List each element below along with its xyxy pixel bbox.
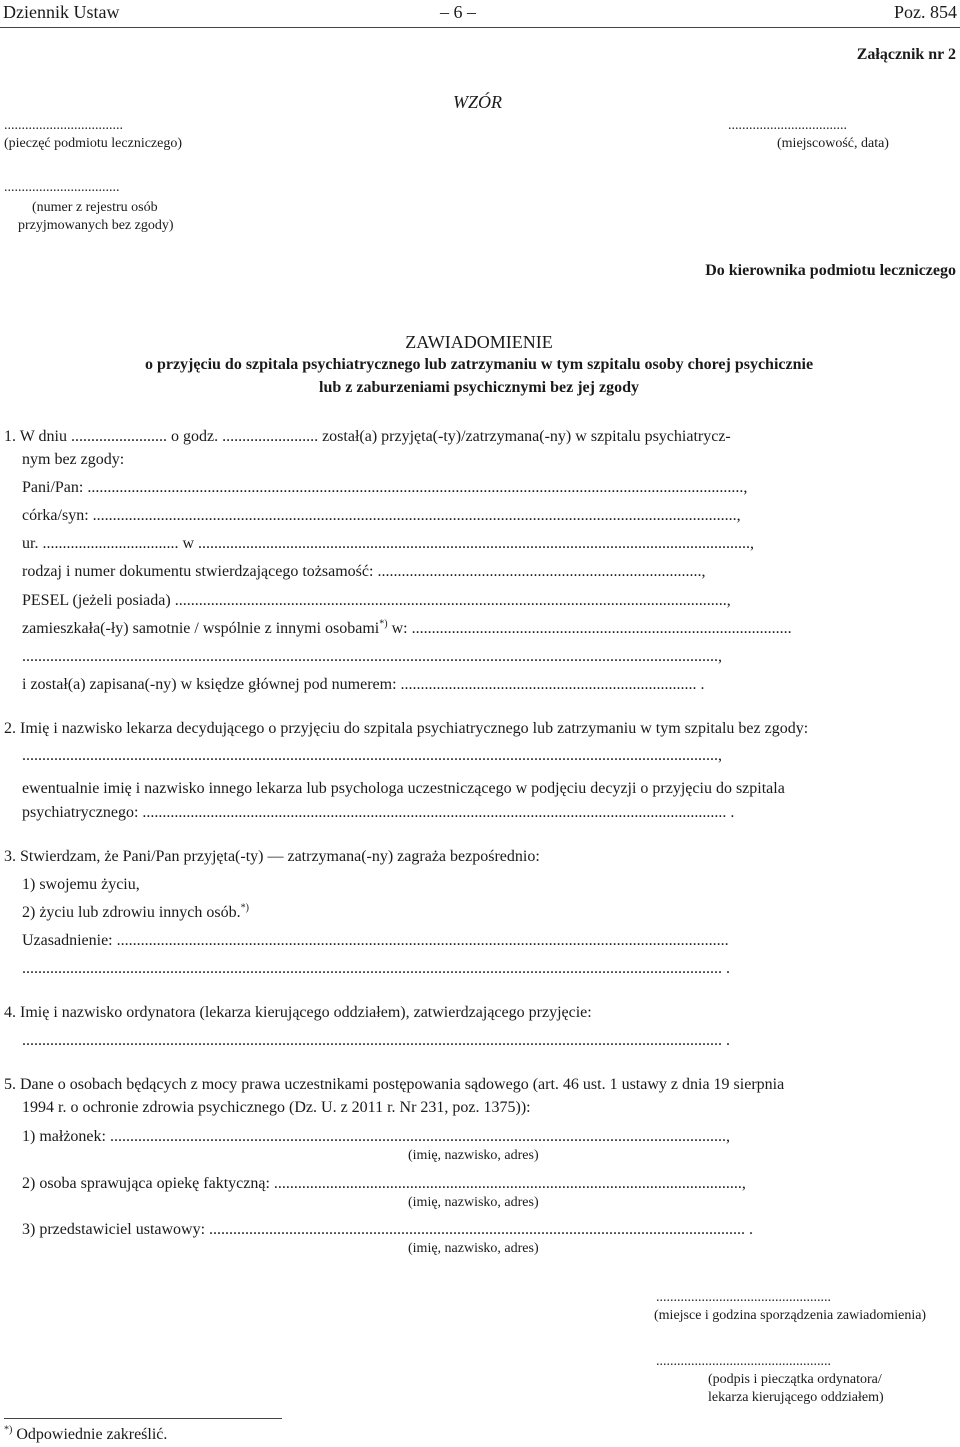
s5-legal-rep: 3) przedstawiciel ustawowy: ...................................................................................................................................... . (22, 1221, 754, 1238)
footnote (4, 1426, 167, 1444)
footnote-marker: *) (379, 618, 388, 630)
s1-id-document: rodzaj i numer dokumentu stwierdzającego tożsamość: ................................................................................., (22, 563, 706, 580)
s1-dots-line: .............................................................................................................................................................................., (22, 648, 722, 665)
header-rule (0, 27, 960, 28)
s1-registered: i został(a) zapisana(-ny) w księdze głównej pod numerem: .......................................................................... . (22, 676, 705, 693)
s1-line-2: nym bez zgody: (22, 451, 125, 468)
s1-residence-text: zamieszkała(-ły) samotnie / wspólnie z innymi osobami (22, 620, 380, 637)
notice-subtitle-1: o przyjęciu do szpitala psychiatrycznego lub zatrzymaniu w tym szpitalu osoby chorej psychicznie (144, 356, 814, 373)
s1-pesel: PESEL (jeżeli posiada) .........................................................................................................................................., (22, 592, 731, 609)
sign-doctor-label-1: (podpis i pieczątka ordynatora/ (708, 1372, 882, 1387)
place-date-label: (miejscowość, data) (777, 136, 889, 151)
s5-line-1: 5. Dane o osobach będących z mocy prawa uczestnikami postępowania sądowego (art. 46 ust. 1 ustawy z dnia 19 sierpnia (4, 1076, 785, 1093)
s1-name: Pani/Pan: ...................................................................................................................................................................., (22, 479, 748, 496)
footnote-text: Odpowiednie zakreślić. (12, 1426, 168, 1443)
addressee: Do kierownika podmiotu leczniczego (705, 262, 956, 279)
stamp-dots: .................................. (4, 118, 123, 133)
footnote-mark: *) (4, 1424, 13, 1436)
notice-subtitle-2: lub z zaburzeniami psychicznymi bez jej zgody (319, 379, 639, 396)
sign-doctor-label-2: lekarza kierującego oddziałem) (708, 1390, 884, 1405)
notice-heading: ZAWIADOMIENIE (405, 332, 553, 352)
s3-justification: Uzasadnienie: ......................................................................................................................................................... (22, 932, 729, 949)
s3-item-1: 1) swojemu życiu, (22, 876, 140, 893)
register-dots: ................................. (4, 180, 120, 195)
s1-line-1: 1. W dniu ........................ o godz. ........................ został(a) przyjęta(-ty)/zatrzymana(-ny) w szpitalu psychiatrycz- (4, 428, 731, 445)
stamp-label: (pieczęć podmiotu leczniczego) (4, 136, 183, 151)
footnote-rule (4, 1418, 282, 1419)
s4-line-1: 4. Imię i nazwisko ordynatora (lekarza kierującego oddziałem), zatwierdzającego przyjęcie: (4, 1004, 592, 1021)
sign-doctor-dots: .................................................. (656, 1354, 831, 1369)
position-number: Poz. 854 (894, 2, 957, 22)
s5-legal-rep-hint: (imię, nazwisko, adres) (408, 1241, 539, 1256)
s2-dots: .............................................................................................................................................................................., (22, 747, 722, 764)
sign-place-dots: .................................................. (656, 1290, 831, 1305)
s3-line-1: 3. Stwierdzam, że Pani/Pan przyjęta(-ty) — zatrzymana(-ny) zagraża bezpośrednio: (4, 848, 540, 865)
s1-residence-dots: w: ............................................................................................... (387, 620, 792, 637)
register-label-2: przyjmowanych bez zgody) (18, 218, 174, 233)
template-label: WZÓR (453, 92, 502, 112)
sign-place-label: (miejsce i godzina sporządzenia zawiadomienia) (654, 1308, 927, 1323)
place-date-dots: .................................. (728, 118, 847, 133)
register-label-1: (numer z rejestru osób (32, 200, 158, 215)
s1-residence (22, 620, 792, 638)
s4-dots: ............................................................................................................................................................................... . (22, 1032, 730, 1049)
s5-guardian-hint: (imię, nazwisko, adres) (408, 1195, 539, 1210)
s5-guardian: 2) osoba sprawująca opiekę faktyczną: ....................................................................................................................., (22, 1175, 746, 1192)
s1-born: ur. .................................. w .........................................................................................................................................., (22, 535, 754, 552)
s5-spouse-hint: (imię, nazwisko, adres) (408, 1148, 539, 1163)
journal-name: Dziennik Ustaw (3, 2, 120, 22)
footnote-marker: *) (240, 902, 249, 914)
s3-item-2-text: 2) życiu lub zdrowiu innych osób. (22, 904, 241, 921)
page-number: – 6 – (440, 2, 476, 22)
s3-dots: ............................................................................................................................................................................... . (22, 960, 730, 977)
s2-line-3: ewentualnie imię i nazwisko innego lekarza lub psychologa uczestniczącego w podjęciu decyzji o przyjęciu do szpitala (22, 780, 785, 797)
s2-line-1: 2. Imię i nazwisko lekarza decydującego o przyjęciu do szpitala psychiatrycznego lub zatrzymaniu w tym szpitalu bez zgody: (4, 720, 809, 737)
annex-label: Załącznik nr 2 (856, 46, 956, 63)
s5-spouse: 1) małżonek: .........................................................................................................................................................., (22, 1128, 730, 1145)
s1-daughter-son: córka/syn: ................................................................................................................................................................., (22, 507, 741, 524)
s5-line-2: 1994 r. o ochronie zdrowia psychicznego (Dz. U. z 2011 r. Nr 231, poz. 1375)): (22, 1099, 531, 1116)
s3-item-2 (22, 904, 249, 922)
s2-line-4: psychiatrycznego: .................................................................................................................................................. . (22, 804, 735, 821)
